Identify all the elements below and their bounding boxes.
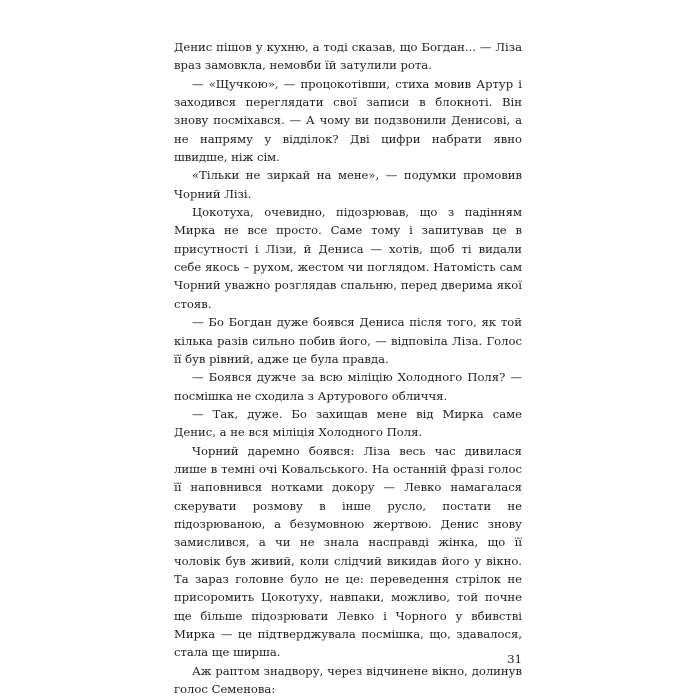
paragraph: — Бо Богдан дуже боявся Дениса після того, як той кілька разів сильно побив його, — відповіла Ліза. Голос її був рівний, адже це була правда.	[174, 315, 522, 366]
paragraph: Аж раптом знадвору, через відчинене вікно, долинув голос Семенова:	[174, 663, 522, 697]
paragraph-continuation: Денис пішов у кухню, а тоді сказав, що Богдан... — Ліза враз замовкла, немовби їй затулили рота.	[174, 40, 522, 73]
paragraph: — «Щучкою», — процокотівши, стиха мовив Артур і заходився переглядати свої записи в блокноті. Він знову посміхався. — А чому ви подзвонили Денисові, а не напряму у відділок? Дві цифри набрати явно швидше, ніж сім.	[174, 76, 522, 165]
page-number: 31	[507, 652, 522, 666]
paragraph: — Так, дуже. Бо захищав мене від Мирка саме Денис, а не вся міліція Холодного Поля.	[174, 406, 522, 440]
paragraph: Чорний даремно боявся: Ліза весь час дивилася лише в темні очі Ковальського. На останній фразі голос її наповнився нотками докору — Левко намагалася скерувати розмову в інше русло, постати не підозрюваною, а безумовною жертвою. Денис знову замислився, а чи не знала насправді жінка, що її чоловік був живий, коли слідчий викидав його у вікно. Та зараз головне було не це: переведення стрілок не присоромить Цокотуху, навпаки, можливо, той почне ще більше підозрювати Левко і Чорного у вбивстві Мирка — це підтверджувала посмішка, що, здавалося, стала ще ширша.	[174, 443, 522, 660]
paragraph: — Боявся дужче за всю міліцію Холодного Поля? — посмішка не сходила з Артурового обличчя.	[174, 370, 522, 403]
paragraph: «Тільки не зиркай на мене», — подумки промовив Чорний Лізі.	[174, 168, 522, 201]
page-body-text	[174, 38, 522, 698]
paragraph: Цокотуха, очевидно, підозрював, що з падінням Мирка не все просто. Саме тому і запитував це в присутності і Лізи, й Дениса — хотів, щоб ті видали себе якось – рухом, жестом чи поглядом. Натомість сам Чорний уважно розглядав спальню, перед дверима якої стояв.	[174, 205, 522, 311]
